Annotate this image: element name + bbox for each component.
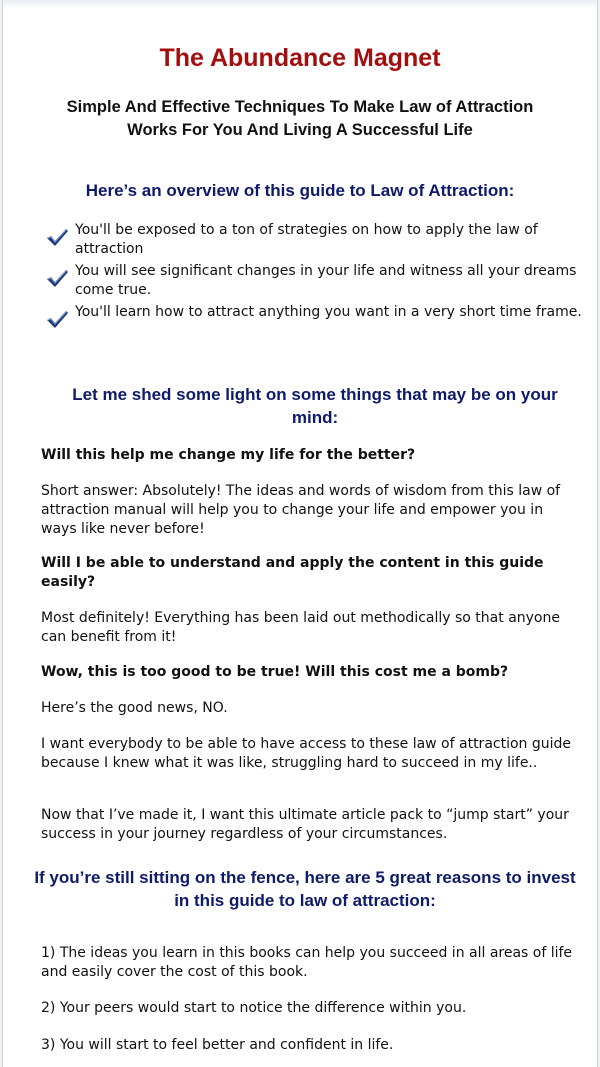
checkmark-icon	[45, 227, 69, 247]
reason-item: 1) The ideas you learn in this books can help you succeed in all areas of life and easily cover the cost of this book.	[41, 945, 573, 980]
list-item	[43, 303, 583, 322]
bullet-text: You'll be exposed to a ton of strategies on how to apply the law of attraction	[75, 222, 538, 257]
faq-question-3: Wow, this is too good to be true! Will this cost me a bomb?	[41, 664, 509, 680]
reason-item: 3) You will start to feel better and confident in life.	[41, 1037, 394, 1053]
list-item	[43, 262, 583, 300]
checkmark-icon	[45, 268, 69, 288]
overview-bullet-list	[43, 221, 583, 325]
page-subtitle	[33, 96, 567, 142]
faq-answer-2: Most definitely! Everything has been laid out methodically so that anyone can benefit from it!	[41, 610, 560, 645]
faq-question-1: Will this help me change my life for the better?	[41, 447, 416, 463]
faq-answer-3c: Now that I’ve made it, I want this ultimate article pack to “jump start” your success in your journey regardless of your circumstances.	[41, 807, 569, 842]
reason-item: 2) Your peers would start to notice the difference within you.	[41, 1000, 467, 1016]
reasons-heading: If you’re still sitting on the fence, here are 5 great reasons to invest in this guide to law of attraction:	[34, 868, 576, 910]
checkmark-icon	[45, 309, 69, 329]
faq-answer-1: Short answer: Absolutely! The ideas and words of wisdom from this law of attraction manual will help you to change your life and empower you in ways like never before!	[41, 483, 561, 537]
bullet-text: You'll learn how to attract anything you want in a very short time frame.	[75, 304, 582, 320]
list-item	[43, 221, 583, 259]
top-fade	[3, 0, 597, 8]
bullet-text: You will see significant changes in your life and witness all your dreams come true.	[75, 263, 577, 298]
faq-answer-3a: Here’s the good news, NO.	[41, 700, 228, 716]
subtitle-line-2: Works For You And Living A Successful Life	[127, 121, 473, 139]
subtitle-line-1: Simple And Effective Techniques To Make Law of Attraction	[66, 98, 534, 116]
overview-heading: Here’s an overview of this guide to Law of Attraction:	[85, 181, 515, 200]
page-title: The Abundance Magnet	[159, 44, 441, 72]
sales-page	[2, 0, 598, 1067]
faq-answer-3b: I want everybody to be able to have access to these law of attraction guide because I knew what it was like, struggling hard to succeed in my life..	[41, 736, 572, 771]
faq-question-2: Will I be able to understand and apply the content in this guide easily?	[41, 555, 544, 590]
faq-heading: Let me shed some light on some things that may be on your mind:	[72, 385, 558, 427]
